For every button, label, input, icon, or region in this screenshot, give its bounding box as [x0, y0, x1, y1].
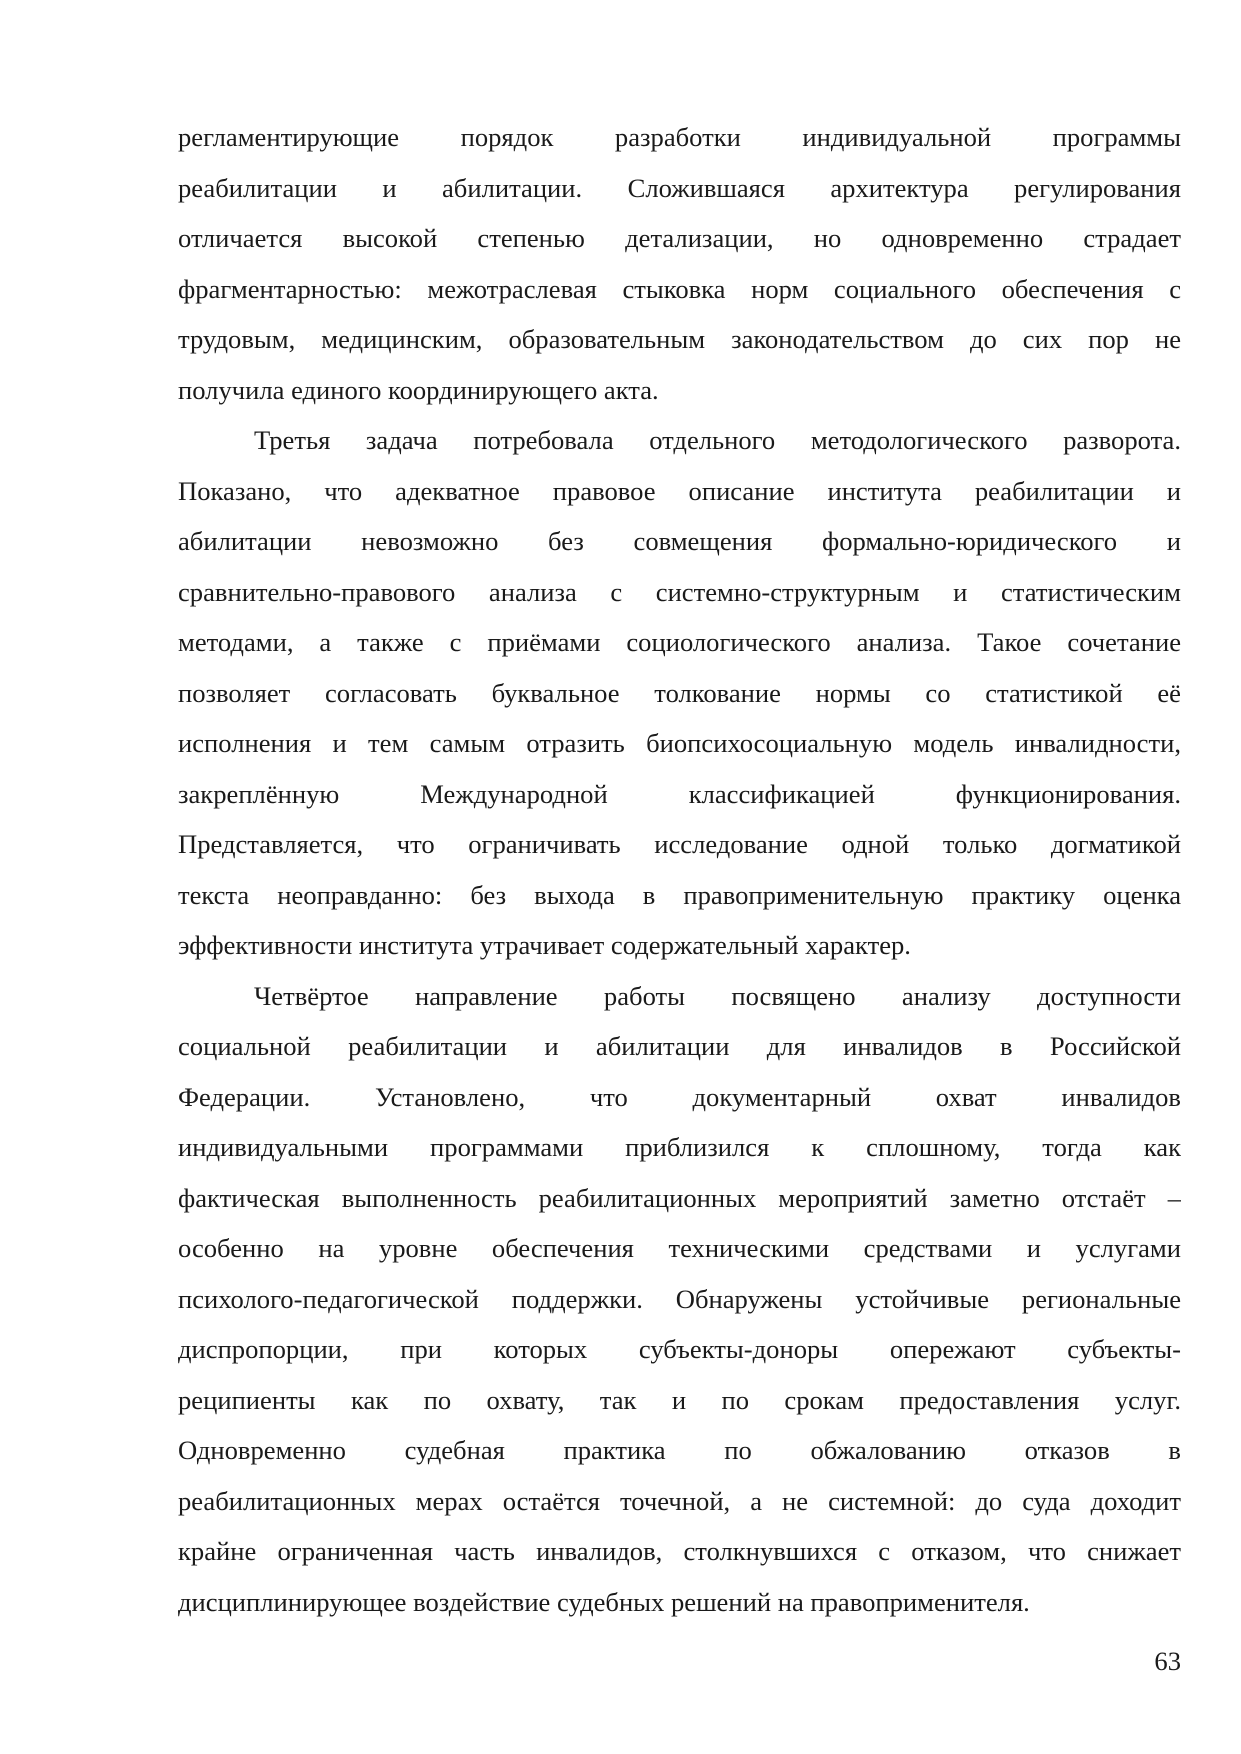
text-line: исполнения и тем самым отразить биопсихосоциальную модель инвалидности,: [178, 728, 1181, 758]
text-line: Четвёртое направление работы посвящено анализу доступности: [254, 980, 1181, 1011]
text-line: реабилитации и абилитации. Сложившаяся архитектура регулирования: [178, 172, 1181, 203]
text-line: крайне ограниченная часть инвалидов, столкнувшихся с отказом, что снижает: [178, 1536, 1181, 1566]
text-line: реципиенты как по охвату, так и по срокам предоставления услуг.: [178, 1384, 1181, 1415]
text-line: закреплённую Международной классификацией функционирования.: [178, 778, 1181, 809]
text-line: психолого-педагогической поддержки. Обнаружены устойчивые региональные: [178, 1283, 1181, 1314]
text-line: Представляется, что ограничивать исследование одной только догматикой: [178, 829, 1181, 859]
text-line: регламентирующие порядок разработки индивидуальной программы: [178, 122, 1181, 152]
text-line: трудовым, медицинским, образовательным законодательством до сих пор не: [178, 324, 1181, 354]
text-line: Третья задача потребовала отдельного методологического разворота.: [254, 425, 1181, 455]
text-line: Федерации. Установлено, что документарный охват инвалидов: [178, 1081, 1181, 1112]
text-line: получила единого координирующего акта.: [178, 374, 659, 405]
text-line: социальной реабилитации и абилитации для инвалидов в Российской: [178, 1031, 1181, 1061]
text-line: дисциплинирующее воздействие судебных решений на правоприменителя.: [178, 1586, 1030, 1617]
text-line: текста неоправданно: без выхода в правоприменительную практику оценка: [178, 879, 1181, 910]
text-line: отличается высокой степенью детализации, но одновременно страдает: [178, 223, 1181, 253]
paragraph: [178, 112, 1181, 415]
text-line: диспропорции, при которых субъекты-доноры опережают субъекты-: [178, 1334, 1181, 1364]
text-line: Показано, что адекватное правовое описание института реабилитации и: [178, 475, 1181, 506]
text-line: Одновременно судебная практика по обжалованию отказов в: [178, 1435, 1181, 1465]
text-line: фактическая выполненность реабилитационных мероприятий заметно отстаёт –: [178, 1182, 1181, 1213]
page-number: 63: [1154, 1646, 1181, 1676]
text-line: эффективности института утрачивает содержательный характер.: [178, 930, 911, 960]
document-body: [178, 112, 1181, 1627]
text-line: реабилитационных мерах остаётся точечной, а не системной: до суда доходит: [178, 1485, 1181, 1516]
text-line: позволяет согласовать буквальное толкование нормы со статистикой её: [178, 677, 1181, 708]
paragraph: [178, 971, 1181, 1628]
paragraph: [178, 415, 1181, 971]
text-line: особенно на уровне обеспечения техническими средствами и услугами: [178, 1233, 1181, 1263]
text-line: методами, а также с приёмами социологического анализа. Такое сочетание: [178, 627, 1181, 657]
text-line: фрагментарностью: межотраслевая стыковка норм социального обеспечения с: [178, 273, 1181, 304]
text-line: сравнительно-правового анализа с системно-структурным и статистическим: [178, 576, 1181, 607]
text-line: абилитации невозможно без совмещения формально-юридического и: [178, 526, 1181, 556]
text-line: индивидуальными программами приблизился к сплошному, тогда как: [178, 1132, 1181, 1162]
